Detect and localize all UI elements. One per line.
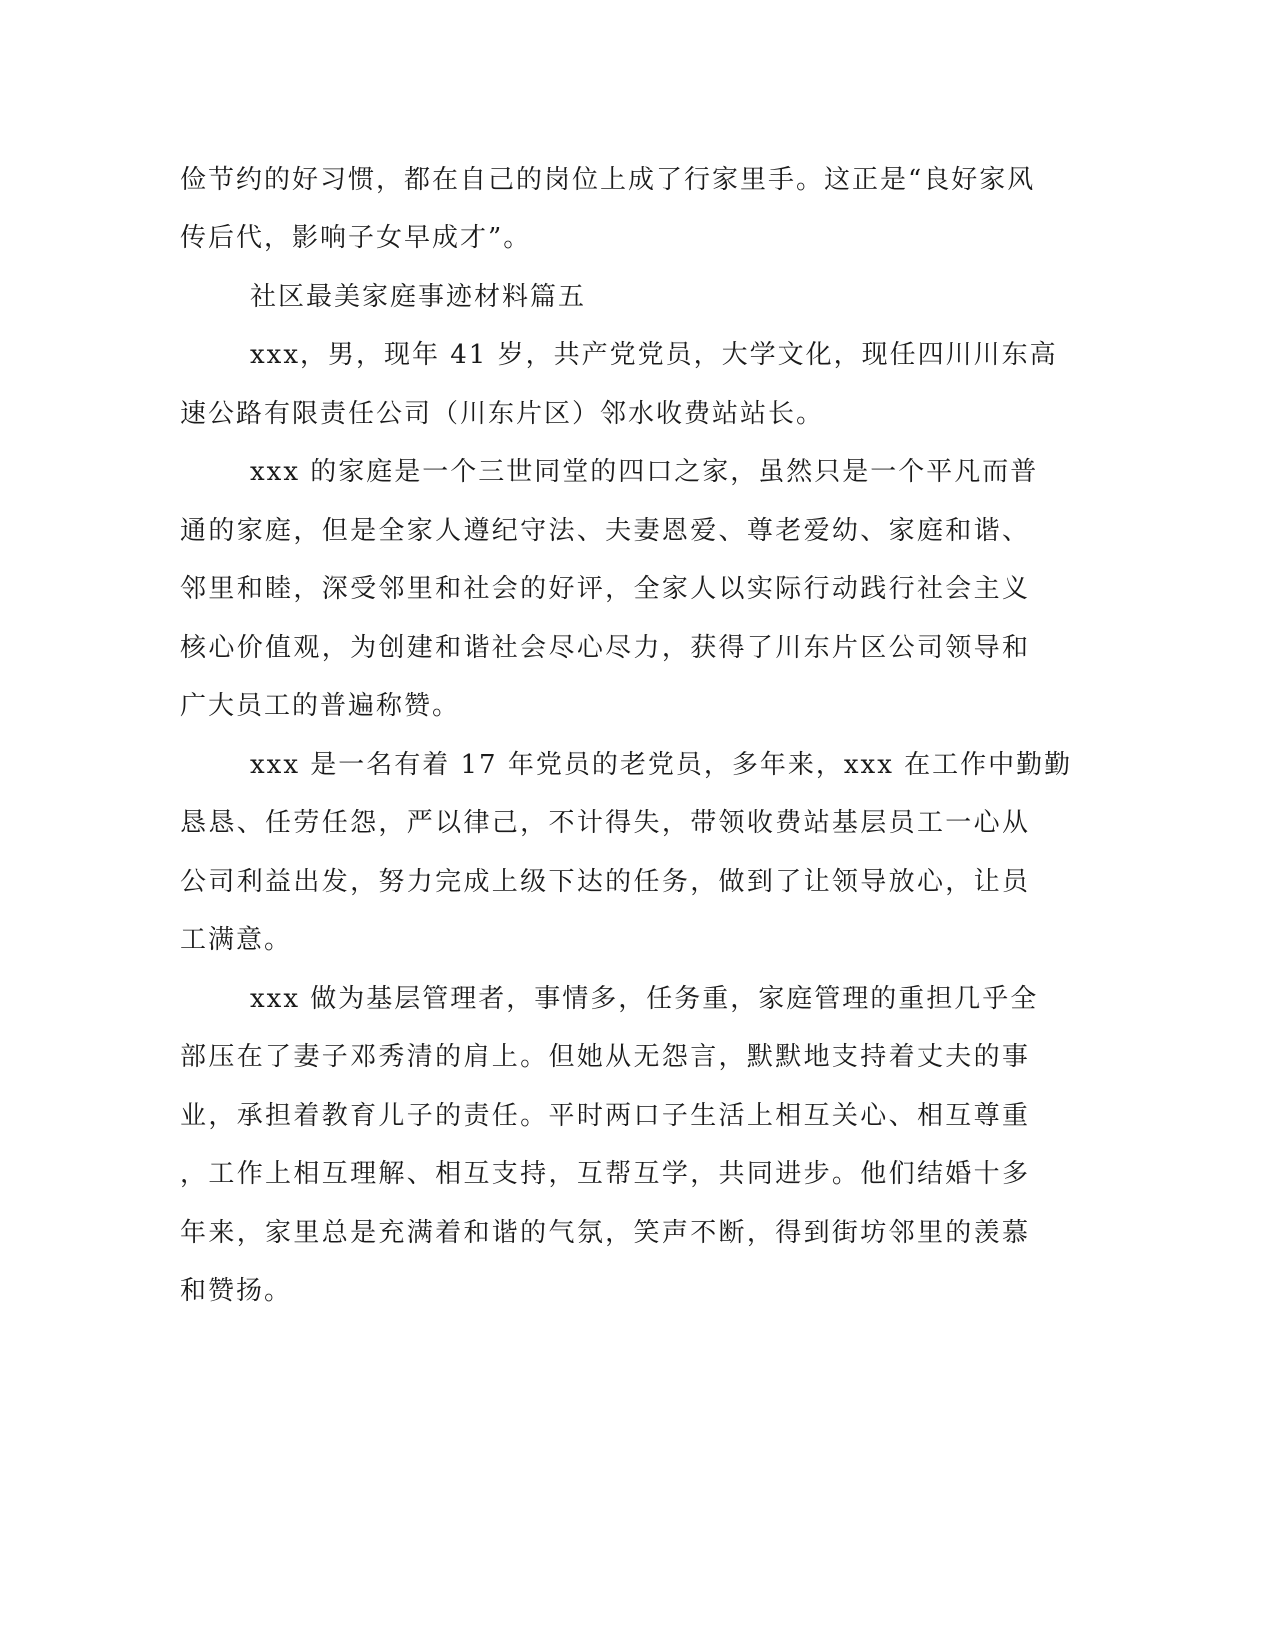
- paragraph-line: 年来，家里总是充满着和谐的气氛，笑声不断，得到街坊邻里的羡慕: [180, 1218, 1030, 1248]
- paragraph-line: xxx，男，现年 41 岁，共产党党员，大学文化，现任四川川东高: [250, 340, 1058, 370]
- paragraph-line: 速公路有限责任公司（川东片区）邻水收费站站长。: [180, 399, 825, 429]
- paragraph-line: 恳恳、任劳任怨，严以律己，不计得失，带领收费站基层员工一心从: [180, 808, 1030, 838]
- paragraph-line: xxx 是一名有着 17 年党员的老党员，多年来，xxx 在工作中勤勤: [250, 750, 1073, 780]
- paragraph-line: xxx 的家庭是一个三世同堂的四口之家，虽然只是一个平凡而普: [250, 457, 1039, 487]
- paragraph-line: 邻里和睦，深受邻里和社会的好评，全家人以实际行动践行社会主义: [180, 574, 1030, 604]
- paragraph-line: 部压在了妻子邓秀清的肩上。但她从无怨言，默默地支持着丈夫的事: [180, 1042, 1030, 1072]
- paragraph-line: 通的家庭，但是全家人遵纪守法、夫妻恩爱、尊老爱幼、家庭和谐、: [180, 516, 1030, 546]
- paragraph-line: ，工作上相互理解、相互支持，互帮互学，共同进步。他们结婚十多: [180, 1159, 1030, 1189]
- paragraph-line: 业，承担着教育儿子的责任。平时两口子生活上相互关心、相互尊重: [180, 1101, 1030, 1131]
- paragraph-line: 工满意。: [180, 925, 293, 955]
- paragraph-line: 公司利益出发，努力完成上级下达的任务，做到了让领导放心，让员: [180, 867, 1030, 897]
- paragraph-line: 俭节约的好习惯，都在自己的岗位上成了行家里手。这正是“良好家风: [180, 165, 1036, 195]
- paragraph-line: 传后代，影响子女早成才”。: [180, 223, 532, 253]
- paragraph-line: 和赞扬。: [180, 1276, 293, 1306]
- section-heading: 社区最美家庭事迹材料篇五: [250, 282, 587, 312]
- paragraph-line: xxx 做为基层管理者，事情多，任务重，家庭管理的重担几乎全: [250, 984, 1039, 1014]
- paragraph-line: 核心价值观，为创建和谐社会尽心尽力，获得了川东片区公司领导和: [180, 633, 1030, 663]
- paragraph-line: 广大员工的普遍称赞。: [180, 691, 461, 721]
